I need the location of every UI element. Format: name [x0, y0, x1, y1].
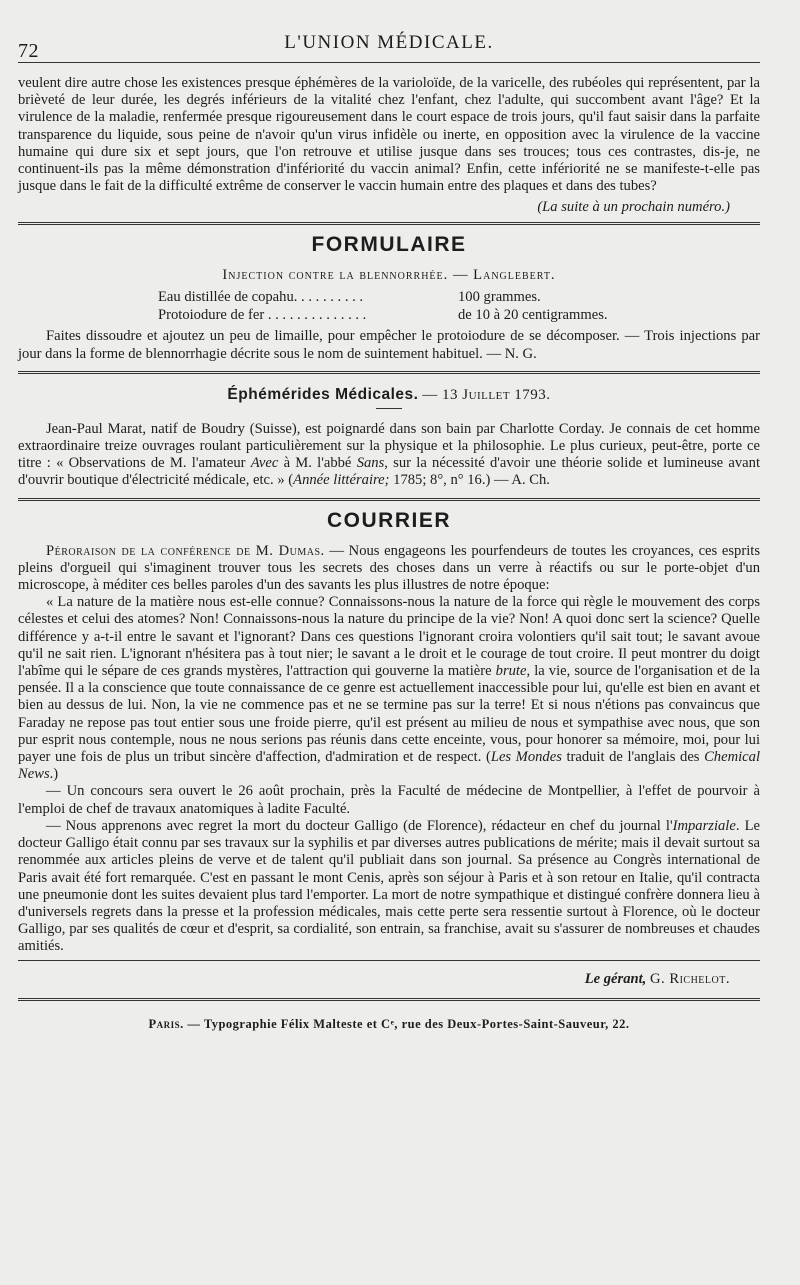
ephemerides-date: — 13 Juillet 1793.: [422, 386, 551, 403]
continuation-paragraph: veulent dire autre chose les existences presque éphémères de la varioloïde, de la varicelle, des rubéoles qui représentent, par la brièveté de leur durée, les degrés inférieurs de la vitalité chez l'enfant, chez l'adulte, qui succombent avant l'âge? Et la virulence de la maladie, renfermée presque rigoureusement dans le court espace de trois jours, qu'il faut saisir dans la parfaite transparence du liquide, sous peine de n'avoir qu'un virus infidèle ou inerte, en opposition avec la virulence de la vaccine humaine qui dure six et sept jours, que l'on retrouve et utilise jusque dans ses trouces; tous ces contrastes, dis-je, ne continuent-ils pas la même démonstration d'infériorité du vaccin animal? Enfin, cette infériorité ne se manifeste-t-elle pas jusque dans le fait de la difficulté extrême de conserver le vaccin humain entre des plaques et dans des tubes?: [18, 75, 760, 195]
ephemerides-label: Éphémérides Médicales.: [227, 385, 419, 403]
ingredient-quantity: de 10 à 20 centigrammes.: [458, 307, 608, 324]
section-rule: [18, 371, 760, 374]
courrier-paragraph-concours: — Un concours sera ouvert le 26 août prochain, près la Faculté de médecine de Montpellier, à l'effet de pourvoir à l'emploi de chef de travaux anatomiques à ladite Faculté.: [18, 783, 760, 817]
ephemerides-section: [18, 386, 760, 490]
formulaire-title: FORMULAIRE: [311, 233, 467, 257]
dumas-quote: « La nature de la matière nous est-elle connue? Connaissons-nous la nature de la force qui règle le mouvement des corps célestes et celui des atomes? Non! Connaissons-nous la nature du principe de la vie? Non! A quoi donc sert la science? Quelle différence y a-t-il entre le savant et l'ignorant? Dans ces questions l'ignorant croira volontiers qu'il sait tout; le savant avoue qu'il ne sait rien. L'ignorant n'hésitera pas à tout nier; le savant a le droit et le courage de tout croire. Il peut montrer du doigt l'abîme qui le sépare de ces grands mystères, l'attraction qui gouverne la matière brute, la vie, source de l'organisation et de la pensée. Il a la conscience que toute connaissance de ce genre est actuellement inaccessible pour lui, qu'elle est bien en avant et bien au dessus de lui. Non, la vie ne commence pas et ne se termine pas sur la terre! Et si nous n'étions pas convaincus que Faraday ne repose pas tout entier sous une froide pierre, qu'il est présent au milieu de nous et sympathise avec nous, que son pur esprit nous contemple, nous ne nous serions pas réunis dans cette enceinte, vous, pour honorer sa mémoire, moi, pour lui payer une fois de plus un tribut sincère d'affection, d'admiration et de respect. (Les Mondes traduit de l'anglais des Chemical News.): [18, 594, 761, 783]
ingredient-quantity: 100 grammes.: [458, 289, 541, 306]
ingredient-row: [158, 306, 760, 324]
recipe-ingredients: [158, 288, 760, 324]
courrier-section: [18, 509, 760, 956]
recipe-title: Injection contre la blennorrhée. — Langlebert.: [222, 267, 556, 284]
article-continuation: [18, 63, 760, 216]
ingredient-name: Eau distillée de copahu. . . . . . . . . .: [158, 289, 364, 306]
ingredient-name: Protoiodure de fer . . . . . . . . . . . . . .: [158, 307, 367, 324]
ephemerides-heading: [18, 386, 760, 404]
ingredient-row: [158, 288, 760, 306]
short-rule: [376, 408, 402, 409]
imprint-rule: [18, 998, 760, 1001]
journal-title: L'UNION MÉDICALE.: [284, 32, 494, 53]
ephemerides-paragraph: Jean-Paul Marat, natif de Boudry (Suisse), est poignardé dans son bain par Charlotte Corday. Je connais de cet homme extraordinaire treize ouvrages roulant particulièrement sur la physique et la philosophie. Le plus curieux, peut-être, porte ce titre : « Observations de M. l'amateur Avec à M. l'abbé Sans, sur la nécessité d'avoir une théorie solide et lumineuse avant d'ouvrir boutique d'électricité médicale, etc. » (Année littéraire; 1785; 8°, n° 16.) — A. Ch.: [18, 420, 761, 489]
gerant-signature: Le gérant, G. Richelot.: [584, 970, 730, 987]
courrier-title: COURRIER: [326, 508, 451, 532]
printer-imprint: Paris. — Typographie Félix Malteste et Cᵉ, rue des Deux-Portes-Saint-Sauveur, 22.: [148, 1016, 630, 1031]
courrier-paragraph-galligo: — Nous apprenons avec regret la mort du docteur Galligo (de Florence), rédacteur en chef du journal l'Imparziale. Le docteur Galligo était connu par ses travaux sur la syphilis et par diverses autres publications de mérite; mais il devait surtout sa renommée aux articles pleins de verve et de talent qu'il publiait dans son journal. Sa présence au Congrès international de Paris avait été fort remarquée. C'est en passant le mont Cenis, après son séjour à Paris et à son retour en Italie, qu'il contracta une pneumonie dont les suites devaient plus tard l'emporter. La mort de notre sympathique et distingué confrère donnera lieu à d'universels regrets dans la presse et la profession médicales, mais cette perte sera ressentie surtout à Florence, où le docteur Galligo, par ses qualités de cœur et d'esprit, sa cordialité, son entrain, sa franchise, avait su s'assurer de nombreuses et chaudes amitiés.: [18, 817, 760, 955]
suite-note: (La suite à un prochain numéro.): [537, 199, 730, 216]
section-rule: [18, 222, 760, 225]
formulaire-section: [18, 233, 760, 362]
footer-rule: [18, 960, 760, 961]
recipe-instructions: Faites dissoudre et ajoutez un peu de limaille, pour empêcher le protoiodure de se décomposer. — Trois injections par jour dans la forme de blennorrhagie décrite sous le nom de suintement habituel. — N. G.: [18, 328, 760, 362]
page-number: 72: [18, 40, 39, 62]
running-head: [18, 0, 760, 62]
courrier-paragraph-dumas: Péroraison de la conférence de M. Dumas. — Nous engageons les pourfendeurs de toutes les croyances, ces esprits pleins d'orgueil qui s'imaginent trouver tous les secrets des choses dans un verre à réactifs ou sur le porte-objet d'un microscope, à méditer ces belles paroles d'un des savants les plus illustres de notre époque:: [18, 542, 760, 594]
section-rule: [18, 498, 760, 501]
dumas-lead: Péroraison de la conférence de M. Dumas.: [46, 542, 325, 559]
